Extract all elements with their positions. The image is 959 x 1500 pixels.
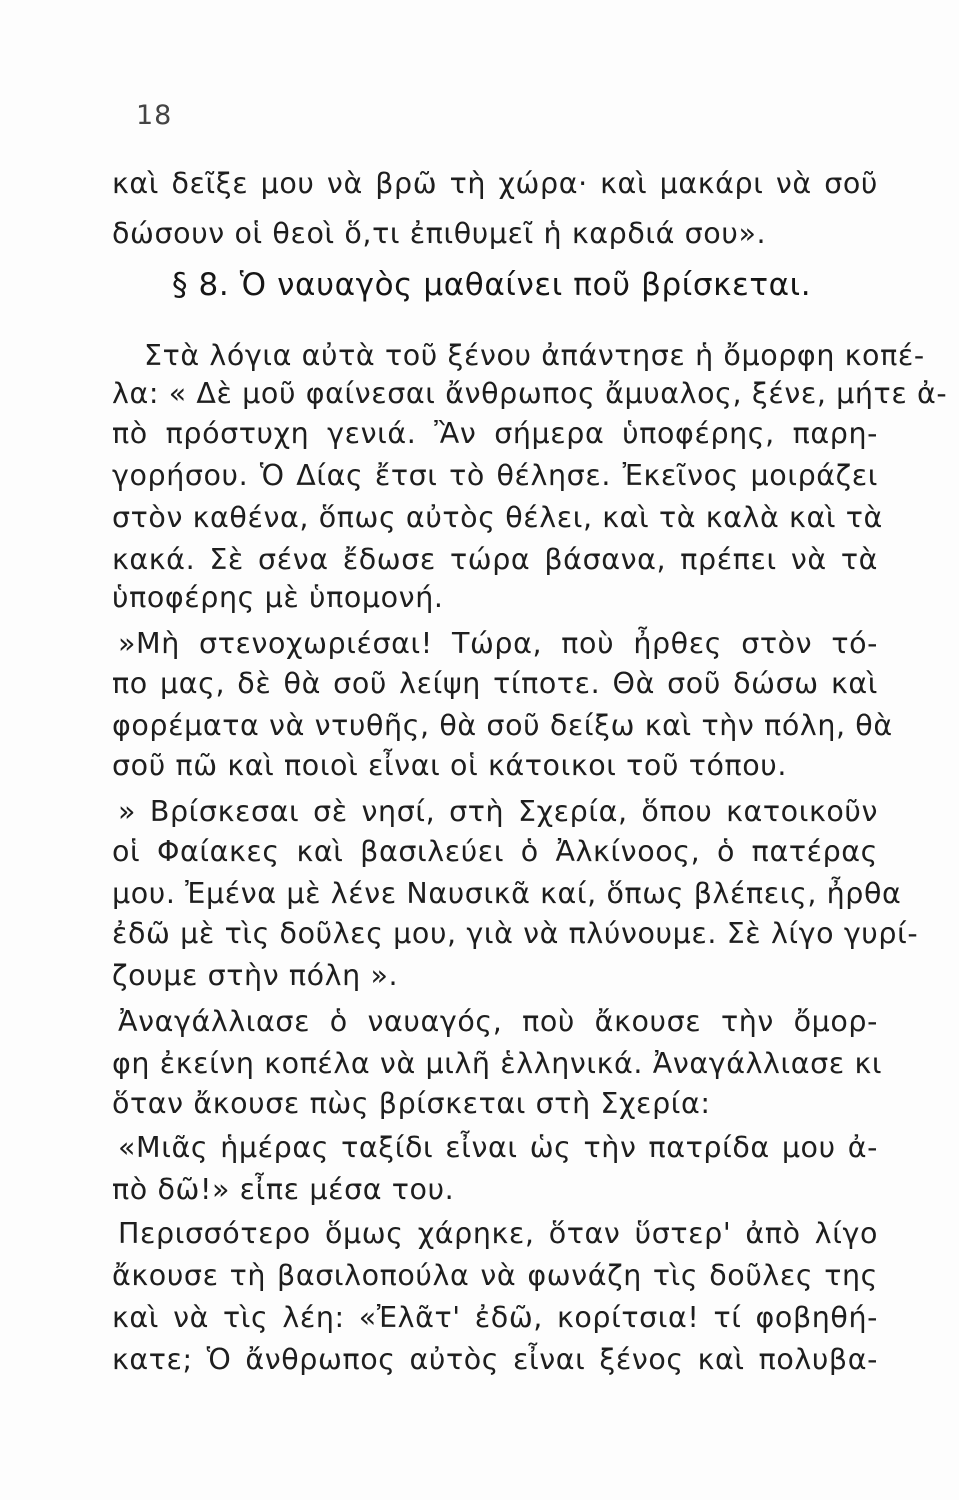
text-line: Ἀναγάλλιασε ὁ ναυαγός, ποὺ ἄκουσε τὴν ὄμορ- bbox=[118, 1005, 878, 1038]
text-line: ὑποφέρης μὲ ὑπομονή. bbox=[112, 581, 444, 614]
text-line: οἱ Φαίακες καὶ βασιλεύει ὁ Ἀλκίνοος, ὁ πατέρας bbox=[112, 835, 878, 868]
text-line: ζουμε στὴν πόλη ». bbox=[112, 959, 399, 992]
text-line: μου. Ἐμένα μὲ λένε Ναυσικᾶ καί, ὅπως βλέπεις, ἦρθα bbox=[112, 877, 902, 910]
text-line: φορέματα νὰ ντυθῆς, θὰ σοῦ δείξω καὶ τὴν πόλη, θὰ bbox=[112, 709, 893, 742]
text-line: «Μιᾶς ἡμέρας ταξίδι εἶναι ὡς τὴν πατρίδα μου ἀ- bbox=[118, 1131, 878, 1164]
text-line: σοῦ πῶ καὶ ποιοὶ εἶναι οἱ κάτοικοι τοῦ τόπου. bbox=[112, 749, 788, 782]
text-line: ὅταν ἄκουσε πὼς βρίσκεται στὴ Σχερία: bbox=[112, 1087, 711, 1120]
text-line: Περισσότερο ὅμως χάρηκε, ὅταν ὕστερ' ἀπὸ λίγο bbox=[118, 1217, 878, 1250]
text-line: πο μας, δὲ θὰ σοῦ λείψη τίποτε. Θὰ σοῦ δώσω καὶ bbox=[112, 667, 878, 700]
text-line: πὸ πρόστυχη γενιά. Ἂν σήμερα ὑποφέρης, παρη- bbox=[112, 417, 878, 450]
text-line: ἐδῶ μὲ τὶς δοῦλες μου, γιὰ νὰ πλύνουμε. Σὲ λίγο γυρί- bbox=[112, 917, 919, 950]
text-line: καὶ δεῖξε μου νὰ βρῶ τὴ χώρα· καὶ μακάρι νὰ σοῦ bbox=[112, 167, 878, 200]
text-line: κακά. Σὲ σένα ἔδωσε τώρα βάσανα, πρέπει νὰ τὰ bbox=[112, 543, 878, 576]
text-line: φη ἐκείνη κοπέλα νὰ μιλῆ ἑλληνικά. Ἀναγάλλιασε κι bbox=[112, 1047, 883, 1080]
section-heading: § 8. Ὁ ναυαγὸς μαθαίνει ποῦ βρίσκεται. bbox=[172, 267, 812, 303]
text-line: δώσουν οἱ θεοὶ ὅ,τι ἐπιθυμεῖ ἡ καρδιά σου». bbox=[112, 217, 767, 250]
text-line: στὸν καθένα, ὅπως αὐτὸς θέλει, καὶ τὰ καλὰ καὶ τὰ bbox=[112, 501, 883, 534]
text-line: γορήσου. Ὁ Δίας ἔτσι τὸ θέλησε. Ἐκεῖνος μοιράζει bbox=[112, 459, 878, 492]
page-number: 18 bbox=[136, 100, 173, 131]
text-line: »Μὴ στενοχωριέσαι! Τώρα, ποὺ ἦρθες στὸν τό- bbox=[118, 627, 878, 660]
text-line: ἄκουσε τὴ βασιλοπούλα νὰ φωνάζη τὶς δοῦλες της bbox=[112, 1259, 878, 1292]
text-line: » Βρίσκεσαι σὲ νησί, στὴ Σχερία, ὅπου κατοικοῦν bbox=[118, 795, 878, 828]
text-line: πὸ δῶ!» εἶπε μέσα του. bbox=[112, 1173, 455, 1206]
text-line: Στὰ λόγια αὐτὰ τοῦ ξένου ἀπάντησε ἡ ὄμορφη κοπέ- bbox=[144, 339, 925, 372]
text-line: κατε; Ὁ ἄνθρωπος αὐτὸς εἶναι ξένος καὶ πολυβα- bbox=[112, 1343, 878, 1376]
text-line: καὶ νὰ τὶς λέη: «Ἐλᾶτ' ἐδῶ, κορίτσια! τί φοβηθή- bbox=[112, 1301, 878, 1334]
text-line: λα: « Δὲ μοῦ φαίνεσαι ἄνθρωπος ἄμυαλος, ξένε, μήτε ἀ- bbox=[112, 377, 948, 410]
